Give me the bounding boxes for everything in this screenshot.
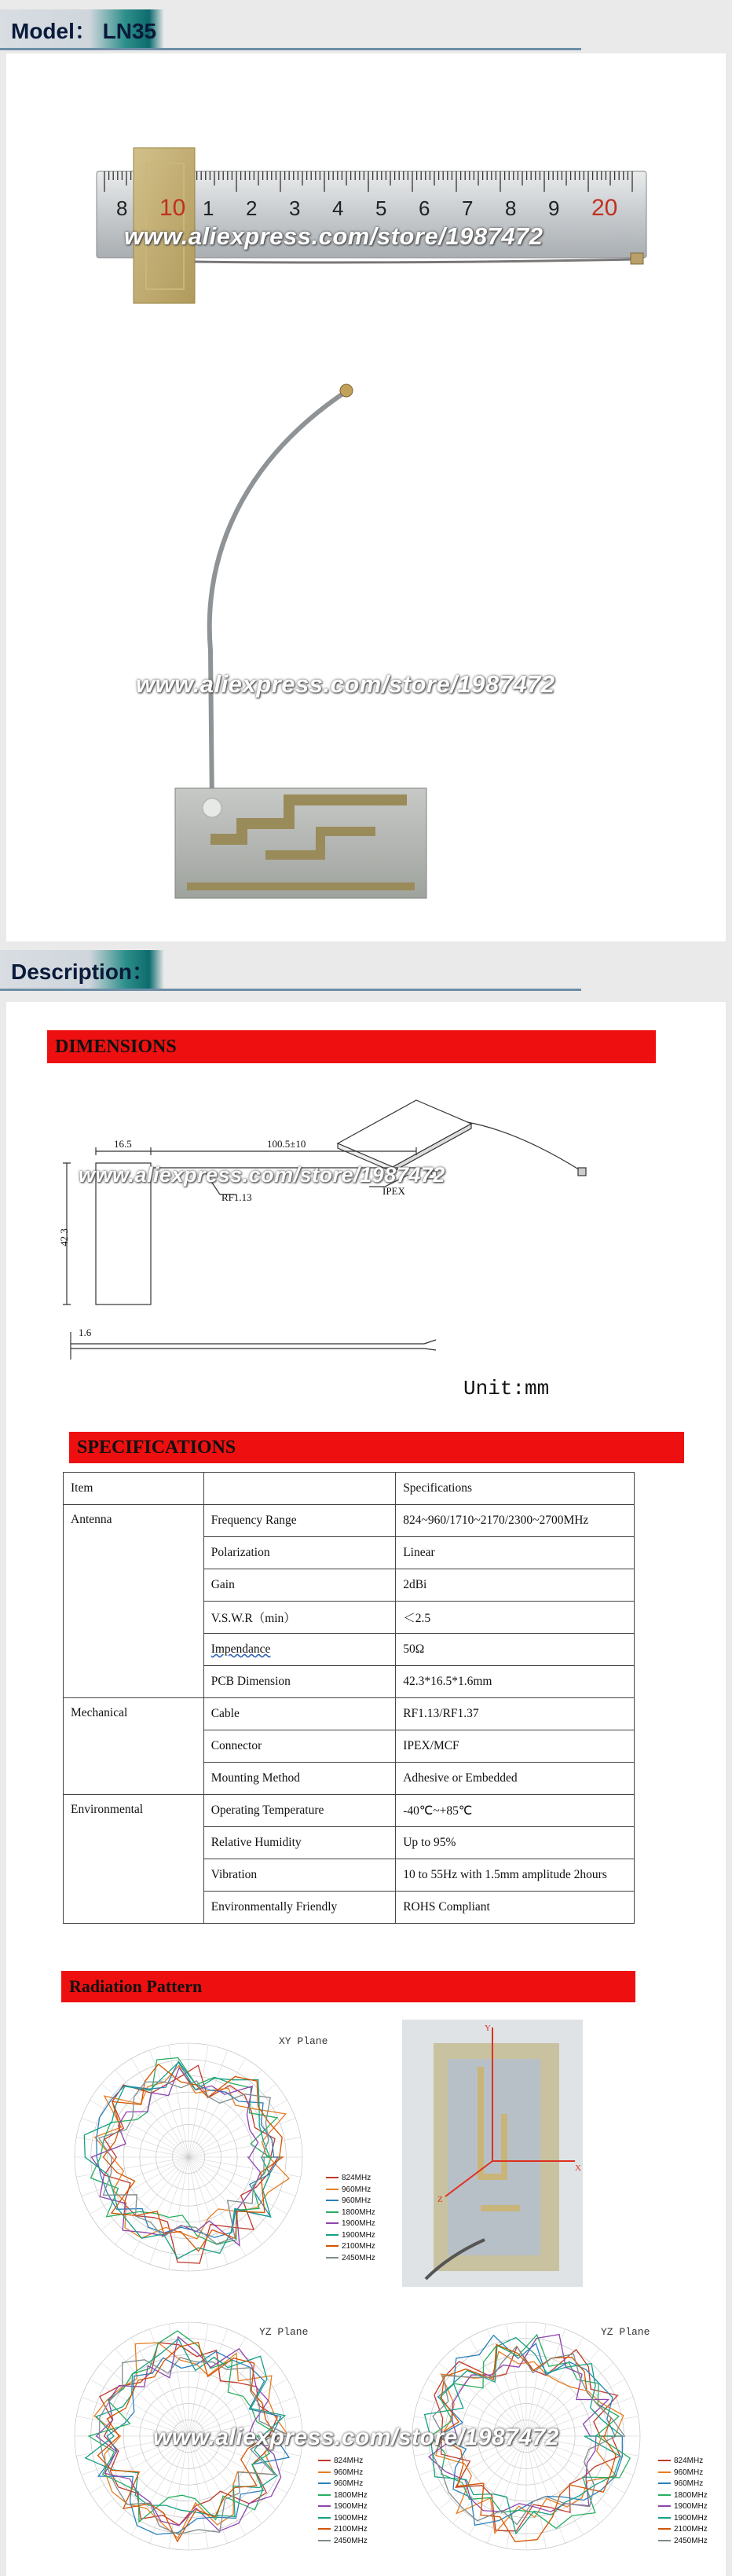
legend-label: 824MHz — [674, 2457, 704, 2465]
legend-swatch — [318, 2471, 331, 2473]
table-row — [64, 1698, 635, 1730]
param-name: Gain — [203, 1569, 395, 1602]
param-name: PCB Dimension — [203, 1666, 395, 1698]
legend-swatch — [326, 2177, 339, 2178]
legend-label: 960MHz — [342, 2185, 371, 2194]
param-name: Environmentally Friendly — [203, 1892, 395, 1924]
legend-swatch — [658, 2505, 671, 2507]
polar-grid-spoke — [188, 2436, 228, 2543]
legend-swatch — [326, 2257, 339, 2259]
legend-label: 824MHz — [334, 2457, 364, 2465]
legend-entry — [326, 2230, 375, 2242]
legend-label: 1900MHz — [334, 2513, 368, 2523]
legend-entry — [318, 2456, 368, 2468]
legend-label: 960MHz — [674, 2468, 704, 2477]
dim-width-label: 16.5 — [114, 1138, 132, 1150]
axis-label-z: Z — [437, 2195, 443, 2204]
legend-label: 960MHz — [334, 2468, 364, 2477]
legend-entry — [658, 2536, 708, 2548]
dim-height-label: 42.3 — [58, 1228, 70, 1246]
polar-trace — [99, 2081, 270, 2244]
dimensions-header: DIMENSIONS — [47, 1030, 656, 1063]
polar-grid-spoke — [188, 2084, 276, 2157]
legend-entry — [326, 2241, 375, 2253]
legend-entry — [326, 2173, 375, 2185]
param-name: Polarization — [203, 1537, 395, 1569]
legend-label: 1800MHz — [342, 2207, 375, 2217]
legend-swatch — [658, 2528, 671, 2530]
polar-grid-spoke — [149, 2329, 188, 2436]
legend-swatch — [658, 2517, 671, 2519]
legend-entry — [326, 2185, 375, 2196]
unit-label: Unit:mm — [463, 1377, 550, 1400]
legend-label: 2450MHz — [674, 2536, 708, 2545]
model-banner-rule — [0, 48, 581, 50]
model-title: Model： LN35 — [11, 19, 157, 43]
group-name: Antenna — [64, 1505, 204, 1698]
specifications-table-body — [64, 1473, 635, 1924]
param-value: 50Ω — [396, 1634, 635, 1666]
plot-legend-yz-2 — [658, 2456, 708, 2547]
param-value: Linear — [396, 1537, 635, 1569]
polar-grid-spoke — [188, 2329, 228, 2436]
axis-label-x: X — [575, 2163, 581, 2173]
model-banner — [0, 6, 581, 50]
dim-thickness-label: 1.6 — [79, 1327, 92, 1338]
param-value: 2dBi — [396, 1569, 635, 1602]
legend-entry — [658, 2479, 708, 2490]
param-name: V.S.W.R（min） — [203, 1602, 395, 1634]
legend-swatch — [318, 2528, 331, 2530]
plot-title-xy: XY Plane — [279, 2035, 328, 2047]
legend-label: 1900MHz — [342, 2230, 375, 2240]
cable-label: RF1.13 — [221, 1191, 252, 1203]
polar-grid-spoke — [188, 2118, 295, 2157]
group-name: Environmental — [64, 1795, 204, 1924]
dim-cable-label: 100.5±10 — [267, 1138, 306, 1150]
legend-label: 1900MHz — [334, 2502, 368, 2511]
legend-swatch — [326, 2211, 339, 2213]
param-value: Up to 95% — [396, 1827, 635, 1859]
legend-swatch — [318, 2505, 331, 2507]
ruler-number: 3 — [289, 196, 301, 220]
param-value: -40℃~+85℃ — [396, 1795, 635, 1827]
param-name: Relative Humidity — [203, 1827, 395, 1859]
legend-entry — [658, 2456, 708, 2468]
axis-label-y: Y — [485, 2024, 491, 2033]
watermark-4: www.aliexpress.com/store/1987472 — [153, 2424, 559, 2450]
product-photo — [6, 53, 726, 941]
param-value: IPEX/MCF — [396, 1730, 635, 1763]
param-name: Vibration — [203, 1859, 395, 1892]
legend-label: 1800MHz — [674, 2490, 708, 2500]
ruler-number: 10 — [159, 195, 186, 221]
legend-label: 2100MHz — [674, 2525, 708, 2534]
polar-grid-spoke — [526, 2349, 599, 2436]
ruler-number: 7 — [462, 196, 474, 220]
legend-entry — [658, 2468, 708, 2479]
legend-swatch — [318, 2494, 331, 2496]
header-spec: Specifications — [396, 1473, 635, 1505]
param-name: Frequency Range — [203, 1505, 395, 1537]
legend-entry — [318, 2524, 368, 2536]
legend-swatch — [326, 2200, 339, 2201]
plot-title-yz-1: YZ Plane — [259, 2326, 309, 2338]
legend-entry — [326, 2207, 375, 2219]
legend-label: 960MHz — [334, 2479, 364, 2488]
legend-swatch — [318, 2482, 331, 2484]
legend-swatch — [658, 2494, 671, 2496]
specifications-header: SPECIFICATIONS — [69, 1432, 684, 1463]
legend-entry — [318, 2513, 368, 2525]
param-value: 42.3*16.5*1.6mm — [396, 1666, 635, 1698]
table-row — [64, 1505, 635, 1537]
param-value: ROHS Compliant — [396, 1892, 635, 1924]
watermark-2: www.aliexpress.com/store/1987472 — [136, 670, 555, 698]
polar-grid-spoke — [149, 2157, 188, 2264]
legend-swatch — [658, 2460, 671, 2461]
legend-swatch — [326, 2222, 339, 2224]
ruler-number: 1 — [203, 196, 214, 220]
legend-swatch — [658, 2482, 671, 2484]
table-row — [64, 1795, 635, 1827]
table-header-row — [64, 1473, 635, 1505]
legend-swatch — [326, 2189, 339, 2190]
legend-label: 2450MHz — [342, 2253, 375, 2262]
specifications-table — [63, 1472, 635, 1924]
test-setup-photo — [402, 2020, 583, 2287]
param-name: Mounting Method — [203, 1763, 395, 1795]
ruler-number: 6 — [419, 196, 430, 220]
legend-entry — [318, 2479, 368, 2490]
ruler-number: 8 — [116, 196, 128, 220]
legend-entry — [318, 2536, 368, 2548]
connector-label: IPEX — [382, 1185, 405, 1197]
param-value: RF1.13/RF1.37 — [396, 1698, 635, 1730]
dimensions-drawing — [47, 1077, 644, 1391]
polar-trace — [84, 2062, 270, 2259]
legend-entry — [326, 2253, 375, 2265]
legend-label: 2100MHz — [334, 2525, 368, 2534]
legend-entry — [326, 2218, 375, 2230]
plot-title-yz-2: YZ Plane — [601, 2326, 650, 2338]
ruler-number: 8 — [505, 196, 517, 220]
plot-legend-yz-1 — [318, 2456, 368, 2547]
polar-grid-spoke — [149, 2436, 188, 2543]
legend-entry — [318, 2490, 368, 2502]
legend-entry — [658, 2501, 708, 2513]
polar-grid-spoke — [188, 2157, 262, 2244]
legend-swatch — [658, 2540, 671, 2541]
legend-label: 1900MHz — [674, 2502, 708, 2511]
param-value: 824~960/1710~2170/2300~2700MHz — [396, 1505, 635, 1537]
description-title: Description： — [11, 960, 155, 984]
param-name: Connector — [203, 1730, 395, 1763]
watermark-3: www.aliexpress.com/store/1987472 — [79, 1163, 445, 1187]
header-item: Item — [64, 1473, 204, 1505]
legend-label: 960MHz — [674, 2479, 704, 2488]
ruler-number: 2 — [246, 196, 258, 220]
legend-swatch — [318, 2540, 331, 2541]
legend-swatch — [658, 2471, 671, 2473]
description-banner — [0, 947, 581, 991]
ruler-number: 20 — [591, 195, 618, 221]
legend-swatch — [318, 2460, 331, 2461]
group-name: Mechanical — [64, 1698, 204, 1795]
polar-grid-spoke — [487, 2329, 526, 2436]
param-value: ＜2.5 — [396, 1602, 635, 1634]
plot-legend-xy — [326, 2173, 375, 2264]
legend-swatch — [318, 2517, 331, 2519]
param-value: 10 to 55Hz with 1.5mm amplitude 2hours — [396, 1859, 635, 1892]
legend-label: 2450MHz — [334, 2536, 368, 2545]
polar-grid-spoke — [188, 2157, 295, 2196]
param-name: Cable — [203, 1698, 395, 1730]
description-banner-rule — [0, 989, 581, 991]
polar-grid-spoke — [82, 2118, 188, 2157]
radiation-plot-xy — [55, 2020, 330, 2287]
legend-entry — [318, 2501, 368, 2513]
legend-label: 824MHz — [342, 2174, 371, 2182]
product-photo-panel — [6, 53, 726, 941]
param-value: Adhesive or Embedded — [396, 1763, 635, 1795]
param-name: Operating Temperature — [203, 1795, 395, 1827]
legend-entry — [658, 2490, 708, 2502]
legend-swatch — [326, 2245, 339, 2247]
polar-grid-spoke — [188, 2157, 228, 2264]
ruler-number: 9 — [548, 196, 560, 220]
ruler-number: 5 — [375, 196, 387, 220]
legend-entry — [658, 2524, 708, 2536]
legend-label: 960MHz — [342, 2196, 371, 2205]
legend-entry — [318, 2468, 368, 2479]
legend-entry — [326, 2196, 375, 2207]
legend-label: 1900MHz — [674, 2513, 708, 2523]
watermark-1: www.aliexpress.com/store/1987472 — [124, 222, 544, 250]
legend-swatch — [326, 2234, 339, 2236]
ruler-number: 4 — [332, 196, 344, 220]
legend-label: 2100MHz — [342, 2242, 375, 2251]
radiation-header: Radiation Pattern — [61, 1971, 635, 2002]
legend-label: 1800MHz — [334, 2490, 368, 2500]
legend-label: 1900MHz — [342, 2219, 375, 2228]
legend-entry — [658, 2513, 708, 2525]
header-empty — [203, 1473, 395, 1505]
param-name: Impendance — [203, 1634, 395, 1666]
polar-grid-spoke — [188, 2050, 228, 2157]
